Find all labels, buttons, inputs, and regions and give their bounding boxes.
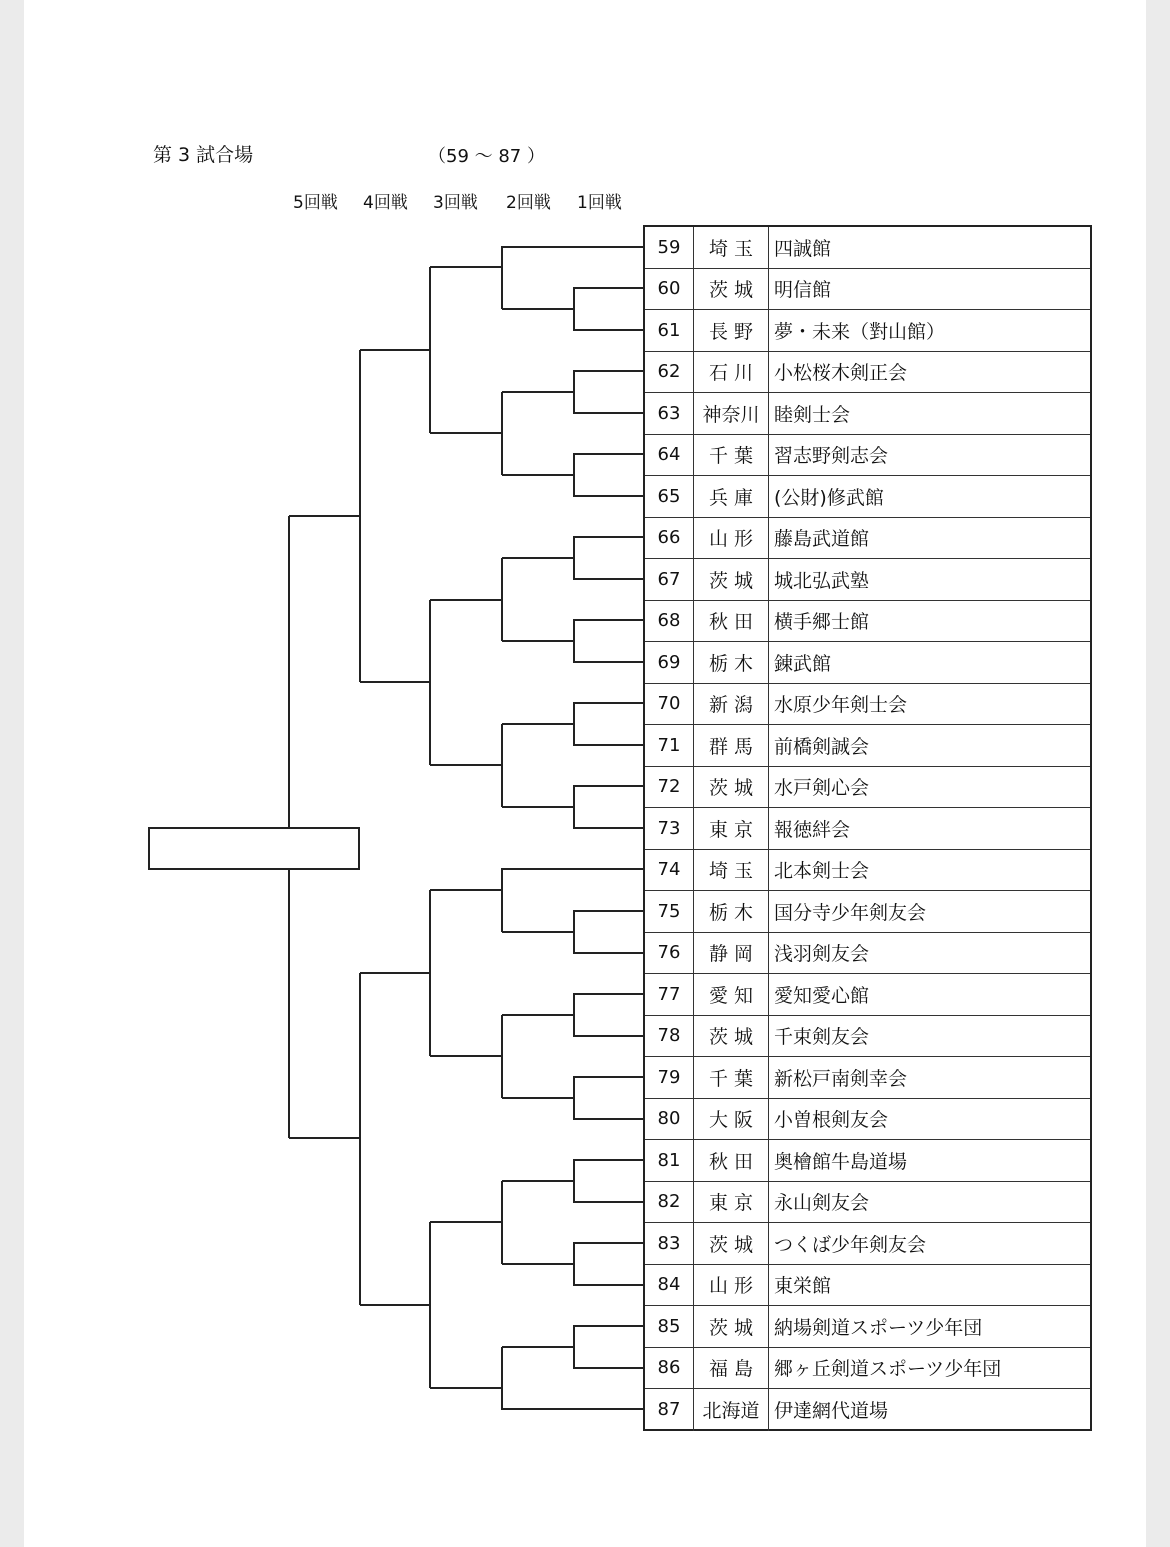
entry-prefecture: 茨 城: [694, 1306, 769, 1347]
bracket-line: [502, 786, 643, 828]
entry-prefecture: 茨 城: [694, 559, 769, 600]
entry-club: つくば少年剣友会: [774, 1233, 927, 1256]
bracket-line: [360, 267, 430, 433]
entry-prefecture: 北海道: [694, 1389, 769, 1431]
entry-row: [645, 850, 1090, 892]
venue-title: 第 3 試合場: [153, 144, 254, 166]
entry-row: [645, 1099, 1090, 1141]
entry-row: [645, 352, 1090, 394]
entry-number: 79: [645, 1057, 694, 1098]
bracket-line: [502, 1160, 643, 1202]
bracket-line: [430, 724, 502, 807]
entry-club: 四誠館: [774, 237, 832, 260]
entry-prefecture: 栃 木: [694, 891, 769, 932]
entry-club: 明信館: [774, 279, 832, 302]
bracket-line: [360, 1222, 430, 1388]
entry-number: 87: [645, 1389, 694, 1431]
entry-number: 64: [645, 435, 694, 476]
bracket-line: [502, 454, 643, 496]
entry-club: 小曽根剣友会: [774, 1109, 889, 1132]
entry-club: 千束剣友会: [774, 1026, 870, 1049]
entry-prefecture: 長 野: [694, 310, 769, 351]
entry-row: [645, 1140, 1090, 1182]
entry-number: 74: [645, 850, 694, 891]
entry-prefecture: 千 葉: [694, 435, 769, 476]
entry-club: 国分寺少年剣友会: [774, 901, 927, 924]
bracket-line: [289, 973, 360, 1305]
entry-row: [645, 559, 1090, 601]
entry-club: 新松戸南剣幸会: [774, 1067, 908, 1090]
entry-row: [645, 1389, 1090, 1431]
entry-row: [645, 393, 1090, 435]
entry-number: 83: [645, 1223, 694, 1264]
entry-row: [645, 1182, 1090, 1224]
entry-number: 81: [645, 1140, 694, 1181]
entry-club: 夢・未来（對山館）: [774, 320, 946, 343]
bracket-line: [502, 371, 643, 413]
entry-number: 72: [645, 767, 694, 808]
entry-number: 65: [645, 476, 694, 517]
entry-number: 84: [645, 1265, 694, 1306]
entry-club: 習志野剣志会: [774, 445, 889, 468]
entry-club: 睦剣士会: [774, 403, 851, 426]
entry-row: [645, 1348, 1090, 1390]
entry-number: 77: [645, 974, 694, 1015]
entry-club: 錬武館: [774, 652, 832, 675]
bracket-line: [430, 1347, 643, 1409]
entry-number: 69: [645, 642, 694, 683]
entry-prefecture: 東 京: [694, 1182, 769, 1223]
round-label: 3回戦: [433, 193, 478, 213]
entry-prefecture: 秋 田: [694, 601, 769, 642]
entry-club: 東栄館: [774, 1275, 832, 1298]
entry-club: 奥檜館牛島道場: [774, 1150, 908, 1173]
entry-prefecture: 大 阪: [694, 1099, 769, 1140]
entry-row: [645, 435, 1090, 477]
entry-row: [645, 518, 1090, 560]
entry-club: 報徳絆会: [774, 818, 851, 841]
entry-number: 86: [645, 1348, 694, 1389]
entry-prefecture: 栃 木: [694, 642, 769, 683]
entry-club: 伊達網代道場: [774, 1400, 889, 1423]
entry-number: 78: [645, 1016, 694, 1057]
bracket-line: [430, 1015, 502, 1098]
entry-prefecture: 東 京: [694, 808, 769, 849]
entry-prefecture: 神奈川: [694, 393, 769, 434]
entry-club: 藤島武道館: [774, 528, 870, 551]
entry-prefecture: 兵 庫: [694, 476, 769, 517]
entry-prefecture: 秋 田: [694, 1140, 769, 1181]
entry-prefecture: 山 形: [694, 1265, 769, 1306]
entry-club: 永山剣友会: [774, 1192, 870, 1215]
round-label: 5回戦: [293, 193, 338, 213]
entry-number: 80: [645, 1099, 694, 1140]
entry-number: 76: [645, 933, 694, 974]
entry-prefecture: 千 葉: [694, 1057, 769, 1098]
entry-number: 85: [645, 1306, 694, 1347]
entry-row: [645, 974, 1090, 1016]
entry-row: [645, 476, 1090, 518]
entry-row: [645, 269, 1090, 311]
entry-club: 浅羽剣友会: [774, 943, 870, 966]
entry-number: 73: [645, 808, 694, 849]
entry-number: 66: [645, 518, 694, 559]
entry-row: [645, 1265, 1090, 1307]
entry-club: 北本剣士会: [774, 860, 870, 883]
entry-row: [645, 684, 1090, 726]
entry-club: 水戸剣心会: [774, 777, 870, 800]
entry-prefecture: 埼 玉: [694, 227, 769, 268]
entry-number: 82: [645, 1182, 694, 1223]
entry-row: [645, 891, 1090, 933]
entry-number: 67: [645, 559, 694, 600]
bracket-line: [289, 350, 360, 682]
entry-club: 納場剣道スポーツ少年団: [774, 1316, 983, 1339]
entry-number: 70: [645, 684, 694, 725]
bracket-line: [502, 911, 643, 953]
entry-row: [645, 227, 1090, 269]
bracket-line: [502, 620, 643, 662]
entry-range: （59 〜 87 ）: [428, 146, 545, 167]
round-label: 1回戦: [577, 193, 622, 213]
bracket-line: [502, 1243, 643, 1285]
entry-number: 68: [645, 601, 694, 642]
entry-club: 愛知愛心館: [774, 984, 870, 1007]
entry-row: [645, 1016, 1090, 1058]
bracket-line: [502, 994, 643, 1036]
entry-club: (公財)修武館: [774, 486, 884, 509]
entry-club: 水原少年剣士会: [774, 694, 908, 717]
entry-prefecture: 茨 城: [694, 767, 769, 808]
entry-club: 前橋剣誠会: [774, 735, 870, 758]
entry-prefecture: 静 岡: [694, 933, 769, 974]
entry-row: [645, 310, 1090, 352]
entry-number: 62: [645, 352, 694, 393]
bracket-line: [430, 869, 643, 932]
round-label: 4回戦: [363, 193, 408, 213]
entry-number: 60: [645, 269, 694, 310]
entry-prefecture: 茨 城: [694, 1016, 769, 1057]
entry-club: 城北弘武塾: [774, 569, 870, 592]
bracket-line: [430, 392, 502, 475]
bracket-line: [430, 558, 502, 641]
entry-row: [645, 601, 1090, 643]
entry-club: 小松桜木剣正会: [774, 362, 908, 385]
entry-prefecture: 茨 城: [694, 1223, 769, 1264]
entry-club: 横手郷士館: [774, 611, 870, 634]
entry-row: [645, 642, 1090, 684]
entry-prefecture: 茨 城: [694, 269, 769, 310]
entry-number: 71: [645, 725, 694, 766]
entry-prefecture: 愛 知: [694, 974, 769, 1015]
entry-table: [643, 225, 1092, 1431]
bracket-line: [360, 890, 430, 1056]
bracket-line: [502, 703, 643, 745]
entry-prefecture: 埼 玉: [694, 850, 769, 891]
bracket-line: [502, 1326, 643, 1368]
entry-number: 61: [645, 310, 694, 351]
round-label: 2回戦: [506, 193, 551, 213]
entry-row: [645, 725, 1090, 767]
entry-number: 75: [645, 891, 694, 932]
winner-box: [149, 828, 359, 869]
bracket-line: [502, 288, 643, 330]
entry-row: [645, 1057, 1090, 1099]
entry-number: 63: [645, 393, 694, 434]
entry-prefecture: 山 形: [694, 518, 769, 559]
bracket-line: [430, 1181, 502, 1264]
entry-row: [645, 808, 1090, 850]
entry-prefecture: 新 潟: [694, 684, 769, 725]
bracket-line: [502, 537, 643, 579]
entry-row: [645, 1223, 1090, 1265]
bracket-line: [360, 600, 430, 765]
entry-prefecture: 石 川: [694, 352, 769, 393]
entry-number: 59: [645, 227, 694, 268]
entry-row: [645, 1306, 1090, 1348]
entry-club: 郷ヶ丘剣道スポーツ少年団: [774, 1358, 1002, 1381]
entry-prefecture: 福 島: [694, 1348, 769, 1389]
bracket-line: [502, 1077, 643, 1119]
bracket-line: [430, 247, 643, 309]
entry-prefecture: 群 馬: [694, 725, 769, 766]
entry-row: [645, 767, 1090, 809]
entry-row: [645, 933, 1090, 975]
